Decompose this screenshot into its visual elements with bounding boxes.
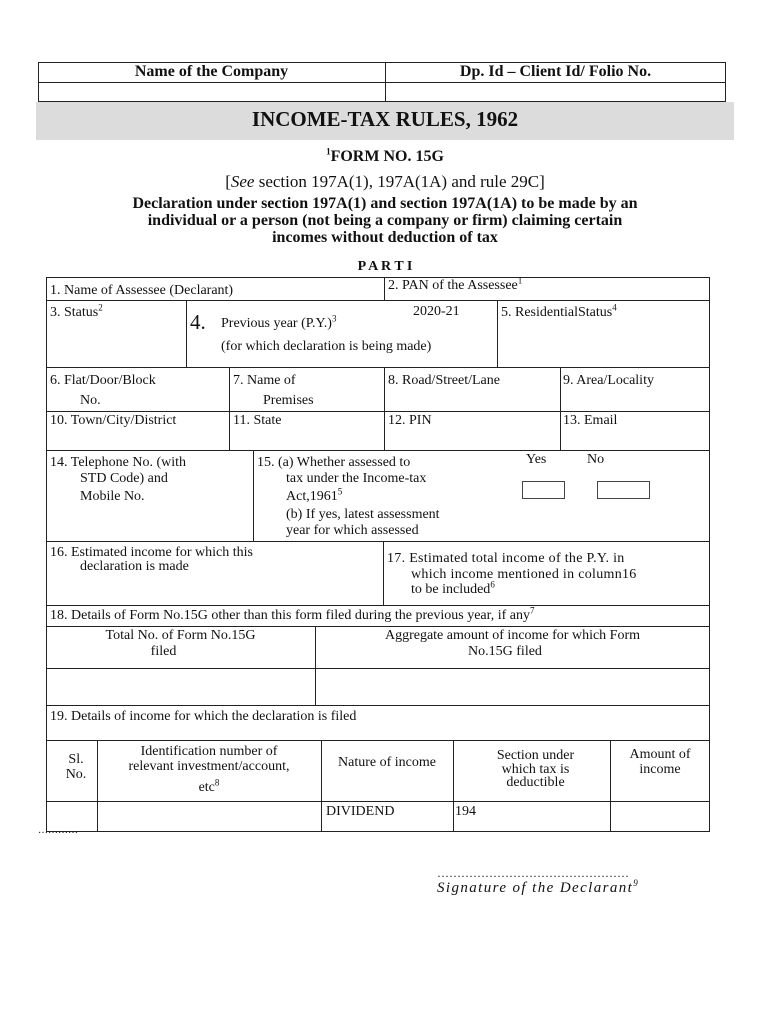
row-divider-6	[46, 605, 710, 606]
field-total-income-c	[411, 579, 495, 598]
footnote-7: 7	[530, 605, 535, 616]
field-assessed-c	[286, 486, 343, 505]
yes-label: Yes	[526, 452, 547, 467]
yes-checkbox[interactable]	[522, 481, 565, 499]
field-telephone[interactable]: 14. Telephone No. (with	[50, 455, 187, 470]
section-header-b: which tax is	[501, 762, 570, 777]
field-form-details	[50, 605, 535, 624]
aggregate-income-header: Aggregate amount of income for which Form	[384, 628, 641, 643]
declaration-line-3: incomes without deduction of tax	[272, 229, 498, 246]
field-residential-status-label: 5. ResidentialStatus	[501, 305, 613, 320]
row-divider-7	[46, 626, 710, 627]
field-town[interactable]: 10. Town/City/District	[50, 413, 177, 428]
footnote-1: 1	[517, 275, 523, 286]
row-divider-2	[46, 367, 710, 368]
sl-no-header-b: No.	[65, 767, 87, 782]
footnote-9: 9	[633, 878, 640, 888]
footnote-5: 5	[337, 486, 343, 497]
footnote-6: 6	[490, 579, 495, 590]
field-assessed-e: year for which assessed	[286, 523, 419, 538]
col-divider-4a	[229, 411, 230, 450]
declaration-line-1: Declaration under section 197A(1) and section 197A(1A) to be made by an	[132, 195, 638, 212]
col-divider-2b	[497, 300, 498, 367]
dp-id-field[interactable]	[387, 84, 724, 100]
dp-id-header: Dp. Id – Client Id/ Folio No.	[459, 63, 652, 80]
field-pan-label: 2. PAN of the Assessee	[388, 278, 518, 293]
identification-header-c-text: etc	[198, 780, 215, 795]
see-section-rest: section 197A(1), 197A(1A) and rule 29C]	[258, 172, 545, 191]
field-flat-door-no: No.	[80, 393, 101, 408]
form-title	[0, 148, 770, 166]
previous-year-value[interactable]: 2020-21	[413, 304, 460, 319]
field-previous-year-num: 4.	[190, 310, 206, 334]
see-word: See	[230, 172, 255, 191]
col-divider-3b	[384, 367, 385, 411]
form-no-text: FORM NO. 15G	[330, 148, 444, 165]
header-divider-h	[38, 82, 726, 83]
footnote-3: 3	[331, 313, 337, 324]
field-area[interactable]: 9. Area/Locality	[563, 373, 654, 388]
aggregate-income-input[interactable]	[317, 670, 708, 703]
identification-header: Identification number of	[140, 744, 278, 759]
section-cell[interactable]: 194	[455, 804, 476, 819]
field-assessed-c-text: Act,1961	[286, 489, 338, 504]
col-divider-5	[253, 450, 254, 541]
identification-header-c	[97, 777, 321, 796]
col-divider-4c	[560, 411, 561, 450]
col-divider-1	[384, 277, 385, 300]
row-divider-9	[46, 705, 710, 706]
form-title-footnote: 1	[326, 146, 331, 157]
row-divider-1	[46, 300, 710, 301]
col-divider-3c	[560, 367, 561, 411]
field-assessed: 15. (a) Whether assessed to	[257, 455, 411, 470]
signature-dots[interactable]: …………………………………………	[437, 866, 629, 880]
field-name-of-assessee[interactable]: 1. Name of Assessee (Declarant)	[50, 283, 234, 298]
field-form-details-text: 18. Details of Form No.15G other than this form filed during the previous year, if any	[50, 608, 531, 623]
signature-label-text: Signature of the Declarant	[437, 880, 634, 896]
no-checkbox[interactable]	[597, 481, 650, 499]
field-assessed-b: tax under the Income-tax	[286, 471, 427, 486]
nature-of-income-header: Nature of income	[338, 755, 436, 770]
row-divider-8	[46, 668, 710, 669]
row-divider-4	[46, 450, 710, 451]
sl-no-header: Sl.	[68, 752, 84, 767]
bracket: [	[225, 172, 231, 191]
field-estimated-income-b: declaration is made	[80, 559, 189, 574]
row-divider-3	[46, 411, 710, 412]
amount-header: Amount of	[629, 747, 691, 762]
field-status-label: 3. Status	[50, 305, 99, 320]
no-label: No	[587, 452, 605, 467]
field-state[interactable]: 11. State	[233, 413, 282, 428]
col-divider-2a	[186, 300, 187, 367]
field-telephone-b: STD Code) and	[80, 471, 168, 486]
rules-banner-title: INCOME-TAX RULES, 1962	[251, 107, 519, 131]
field-total-income-c-text: to be included	[411, 582, 491, 597]
signature-label	[437, 880, 639, 896]
nature-of-income-cell[interactable]: DIVIDEND	[326, 804, 395, 819]
company-name-field[interactable]	[40, 84, 383, 100]
field-residential-status[interactable]	[501, 302, 617, 321]
field-estimated-income[interactable]: 16. Estimated income for which this	[50, 545, 253, 560]
footnote-4: 4	[612, 302, 617, 313]
footnote-2: 2	[98, 302, 103, 313]
identification-cell[interactable]	[99, 803, 319, 830]
part-title: P A R T I	[357, 259, 413, 274]
row-divider-5	[46, 541, 710, 542]
field-pin[interactable]: 12. PIN	[388, 413, 432, 428]
field-previous-year-label: Previous year (P.Y.)	[221, 316, 332, 331]
declaration-line-2: individual or a person (not being a company or firm) claiming certain	[147, 212, 623, 229]
field-road[interactable]: 8. Road/Street/Lane	[388, 373, 500, 388]
field-status[interactable]	[50, 302, 103, 321]
field-email[interactable]: 13. Email	[563, 413, 618, 428]
total-forms-header: Total No. of Form No.15G	[105, 628, 256, 643]
identification-header-b: relevant investment/account,	[128, 759, 290, 774]
footnote-8: 8	[214, 777, 220, 788]
field-telephone-c: Mobile No.	[80, 489, 145, 504]
field-premises-b: Premises	[263, 393, 314, 408]
total-forms-input[interactable]	[48, 670, 313, 703]
col-divider-3a	[229, 367, 230, 411]
field-flat-door[interactable]: 6. Flat/Door/Block	[50, 373, 156, 388]
aggregate-income-header-b: No.15G filed	[468, 644, 542, 659]
see-section	[0, 172, 770, 192]
company-name-header: Name of the Company	[134, 63, 289, 80]
col-divider-6	[383, 541, 384, 605]
field-total-income[interactable]: 17. Estimated total income of the P.Y. in	[387, 551, 625, 566]
col-divider-4b	[384, 411, 385, 450]
field-previous-year[interactable]	[221, 313, 337, 332]
total-forms-header-b: filed	[150, 644, 177, 659]
amount-header-b: income	[639, 762, 681, 777]
left-dots: …………	[38, 825, 78, 836]
col-divider-11b	[321, 740, 322, 832]
previous-year-subtext: (for which declaration is being made)	[221, 339, 432, 354]
section-header: Section under	[496, 748, 575, 763]
field-income-details: 19. Details of income for which the declaration is filed	[50, 709, 357, 724]
section-header-c: deductible	[506, 775, 565, 790]
field-total-income-b: which income mentioned in column16	[411, 567, 637, 582]
field-assessed-d: (b) If yes, latest assessment	[286, 507, 440, 522]
amount-cell[interactable]	[612, 803, 708, 830]
field-premises[interactable]: 7. Name of	[233, 373, 296, 388]
field-pan[interactable]	[388, 275, 523, 294]
